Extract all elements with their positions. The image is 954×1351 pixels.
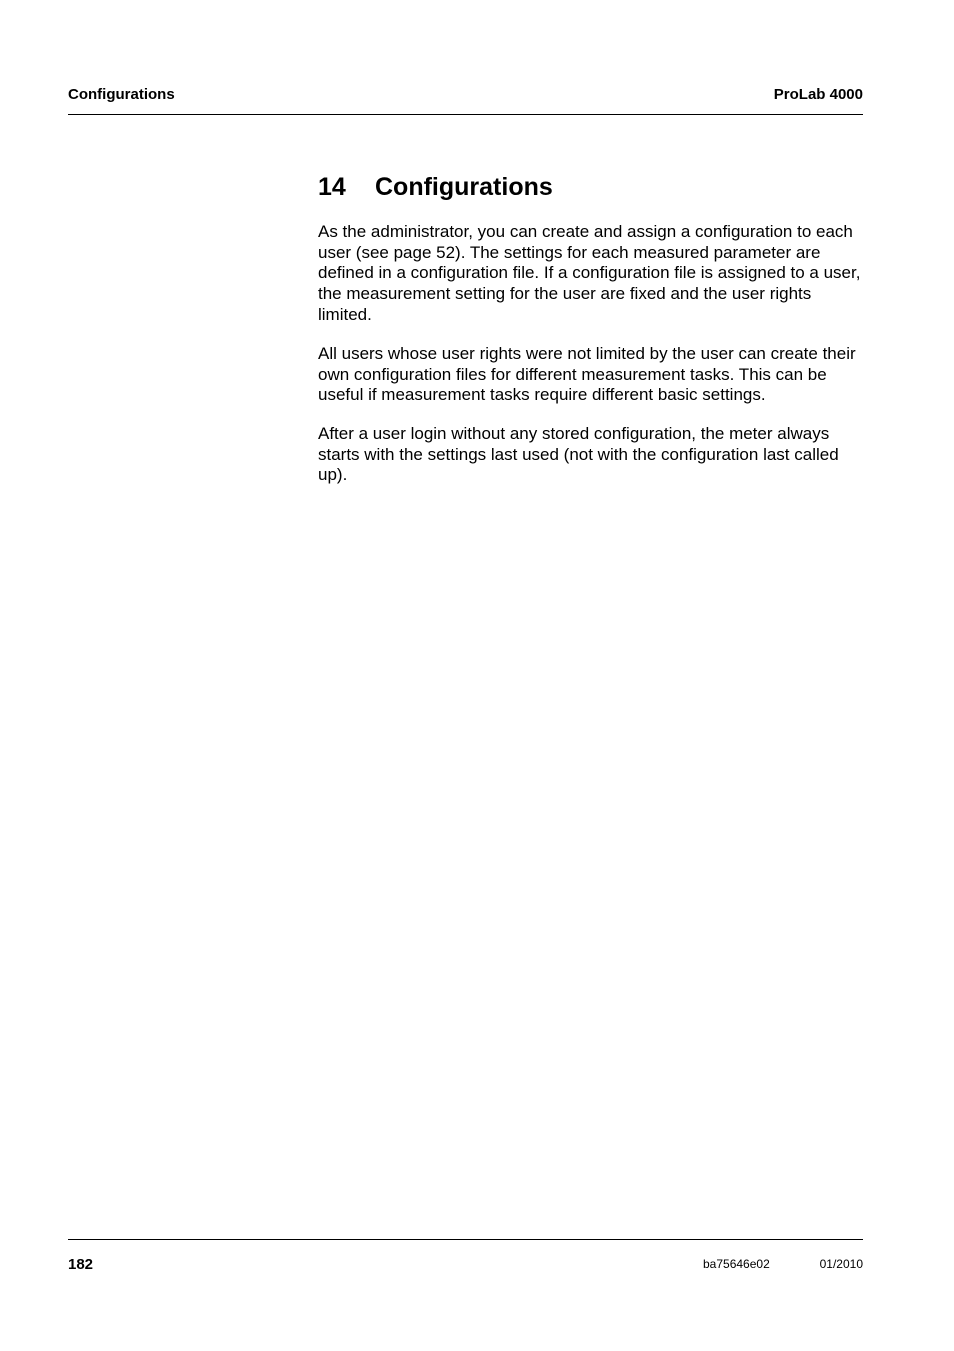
chapter-heading <box>318 173 553 202</box>
footer-divider <box>68 1239 863 1240</box>
body-paragraph: As the administrator, you can create and assign a configuration to each user (see page 52). The settings for each measured parameter are defined in a configuration file. If a configuration file is assigned to a user, the measurement setting for the user are fixed and the user rights limited. <box>318 222 861 324</box>
running-header-section: Configurations <box>68 86 175 103</box>
body-paragraph: After a user login without any stored configuration, the meter always starts with the settings last used (not with the configuration last called up). <box>318 424 839 485</box>
chapter-title: Configurations <box>375 173 553 201</box>
document-code: ba75646e02 <box>703 1257 770 1271</box>
page-number: 182 <box>68 1256 94 1273</box>
header-divider <box>68 114 863 115</box>
running-header-product: ProLab 4000 <box>773 86 863 103</box>
document-date: 01/2010 <box>819 1257 863 1271</box>
chapter-number: 14 <box>318 173 346 201</box>
body-paragraph: All users whose user rights were not limited by the user can create their own configuration files for different measurement tasks. This can be useful if measurement tasks require different basic settings. <box>318 344 856 405</box>
